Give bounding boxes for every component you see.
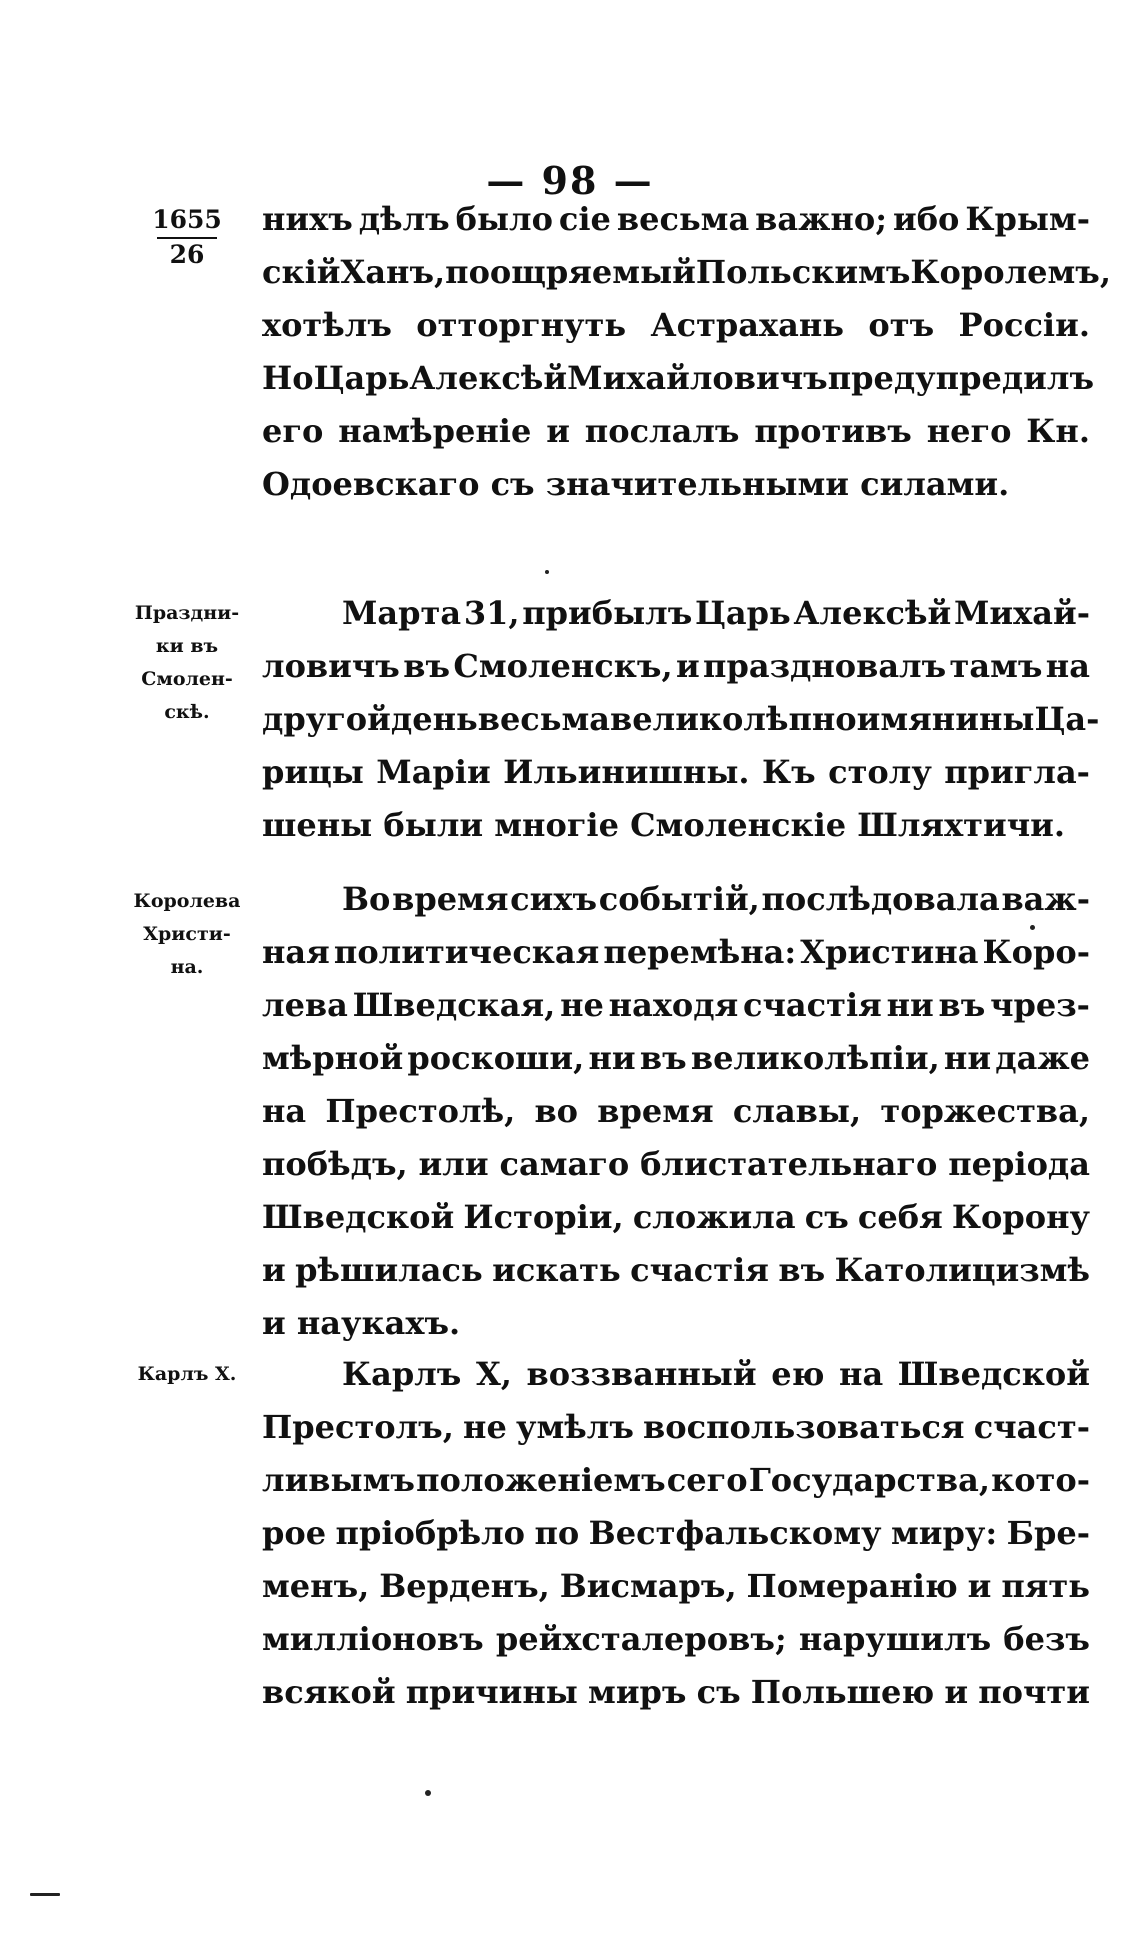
text-line	[262, 1032, 1090, 1085]
word: сложила	[632, 1198, 796, 1236]
margin-line: Карлъ X.	[137, 1363, 237, 1385]
word: лева	[262, 986, 348, 1024]
word: по	[534, 1514, 580, 1552]
word: Шведской	[262, 1198, 455, 1236]
margin-day: 26	[157, 237, 217, 271]
word: Шведской	[897, 1355, 1090, 1393]
word: Михайловичъ	[567, 359, 828, 397]
word: рѣшилась	[295, 1251, 483, 1289]
text-line	[262, 1560, 1090, 1613]
word: политическая	[333, 933, 600, 971]
word: и	[546, 412, 570, 450]
word: сего	[666, 1461, 748, 1499]
word: ни	[886, 986, 934, 1024]
word: столу	[828, 753, 932, 791]
word: безъ	[1003, 1620, 1090, 1658]
word: Кн.	[1026, 412, 1090, 450]
margin-line: Христи-	[143, 923, 231, 945]
text-line	[262, 873, 1090, 926]
word: имянины	[856, 700, 1035, 738]
word: важно;	[755, 200, 887, 238]
word: поощряемый	[445, 253, 696, 291]
word: и	[944, 1673, 969, 1711]
scan-speck	[545, 570, 549, 574]
page-number: — 98 —	[486, 158, 654, 203]
word: рицы	[262, 753, 364, 791]
word: день	[390, 700, 478, 738]
word: на	[839, 1355, 884, 1393]
word: весьма	[616, 200, 750, 238]
word: на	[262, 1092, 307, 1130]
word: пріобрѣло	[335, 1514, 525, 1552]
text-line: Одоевскаго съ значительными силами.	[262, 465, 1010, 503]
word: почти	[978, 1673, 1090, 1711]
word: предупредилъ	[827, 359, 1094, 397]
word: послалъ	[584, 412, 740, 450]
word: Христина	[800, 933, 979, 971]
word: Польшею	[750, 1673, 935, 1711]
paragraph-text	[262, 1348, 1090, 1719]
word: воззванный	[526, 1355, 757, 1393]
word: торжества,	[880, 1092, 1090, 1130]
word: ни	[588, 1039, 636, 1077]
word: тамъ	[949, 647, 1043, 685]
word: Но	[262, 359, 314, 397]
word: чрез-	[990, 986, 1090, 1024]
margin-line: скѣ.	[164, 701, 210, 723]
text-line	[262, 1191, 1090, 1244]
word: самаго	[499, 1145, 630, 1183]
word: Алексѣй	[793, 594, 952, 632]
word: Россіи.	[958, 306, 1090, 344]
word: находя	[608, 986, 739, 1024]
word: 31,	[463, 594, 520, 632]
paragraph-text	[262, 193, 1111, 511]
text-line	[262, 1613, 1090, 1666]
word: причины	[405, 1673, 578, 1711]
text-line	[262, 193, 1090, 246]
word: миръ	[588, 1673, 687, 1711]
word: на	[1045, 647, 1090, 685]
word: не	[560, 986, 604, 1024]
word: Царь	[694, 594, 791, 632]
paragraph-text	[262, 587, 1100, 852]
word: Смоленскъ,	[453, 647, 673, 685]
word: X,	[475, 1355, 512, 1393]
word: въ	[639, 1039, 687, 1077]
word: счастія	[630, 1251, 769, 1289]
word: кото-	[991, 1461, 1090, 1499]
word: другой	[262, 700, 391, 738]
word: Верденъ,	[379, 1567, 550, 1605]
word: хотѣлъ	[262, 306, 392, 344]
margin-note-christina	[112, 885, 262, 984]
text-line	[262, 1454, 1090, 1507]
text-line	[262, 640, 1090, 693]
text-line	[262, 926, 1090, 979]
word: миру:	[890, 1514, 998, 1552]
text-line	[262, 1085, 1090, 1138]
word: счастія	[743, 986, 882, 1024]
text-line	[262, 1138, 1090, 1191]
word: Королемъ,	[910, 253, 1111, 291]
word: его	[262, 412, 324, 450]
word: нихъ	[262, 200, 353, 238]
word: Карлъ	[342, 1355, 462, 1393]
word: въ	[778, 1251, 826, 1289]
word: сіе	[558, 200, 611, 238]
word: Шведская,	[352, 986, 556, 1024]
word: сихъ	[510, 880, 598, 918]
text-line: и наукахъ.	[262, 1304, 461, 1342]
text-line	[262, 1401, 1090, 1454]
word: было	[455, 200, 553, 238]
word: нарушилъ	[798, 1620, 992, 1658]
word: Католицизмѣ	[834, 1251, 1090, 1289]
word: ловичъ	[262, 647, 400, 685]
word: прибылъ	[522, 594, 693, 632]
word: рейхсталеровъ;	[495, 1620, 787, 1658]
word: и	[262, 1251, 286, 1289]
word: время	[597, 1092, 714, 1130]
word: Престолъ,	[262, 1408, 454, 1446]
word: перемѣна:	[603, 933, 797, 971]
margin-note-year	[112, 203, 262, 271]
word: не	[463, 1408, 507, 1446]
text-line	[262, 1507, 1090, 1560]
word: праздновалъ	[703, 647, 947, 685]
word: Престолѣ,	[325, 1092, 516, 1130]
word: періода	[948, 1145, 1090, 1183]
paragraph-text	[262, 873, 1090, 1350]
word: Ца-	[1034, 700, 1100, 738]
word: искать	[492, 1251, 621, 1289]
word: важ-	[1001, 880, 1090, 918]
word: Крым-	[965, 200, 1090, 238]
word: событій,	[598, 880, 760, 918]
word: Марта	[342, 594, 462, 632]
text-line	[262, 352, 1094, 405]
word: Исторіи,	[463, 1198, 624, 1236]
word: Алексѣй	[409, 359, 568, 397]
word: во	[534, 1092, 579, 1130]
word: и	[967, 1567, 992, 1605]
margin-year: 1655	[152, 205, 222, 234]
margin-line: ки въ	[155, 635, 219, 657]
word: скій	[262, 253, 341, 291]
word: великолѣпіи,	[690, 1039, 940, 1077]
word: менъ,	[262, 1567, 370, 1605]
word: мѣрной	[262, 1039, 404, 1077]
word: съ	[804, 1198, 849, 1236]
word: отъ	[868, 306, 935, 344]
word: съ	[696, 1673, 741, 1711]
word: Бре-	[1006, 1514, 1090, 1552]
margin-line: на.	[170, 956, 204, 978]
word: счаст-	[973, 1408, 1090, 1446]
word: Польскимъ	[695, 253, 911, 291]
text-line: шены были многіе Смоленскіе Шляхтичи.	[262, 806, 1065, 844]
text-line	[262, 1666, 1090, 1719]
margin-note-charles	[112, 1358, 262, 1391]
word: отторгнуть	[416, 306, 627, 344]
word: Къ	[762, 753, 816, 791]
word: въ	[403, 647, 450, 685]
word: противъ	[754, 412, 912, 450]
word: или	[418, 1145, 489, 1183]
text-line	[262, 1348, 1090, 1401]
word: время	[392, 880, 509, 918]
word: ная	[262, 933, 330, 971]
word: пять	[1001, 1567, 1090, 1605]
word: милліоновъ	[262, 1620, 484, 1658]
word: въ	[938, 986, 986, 1024]
word: рое	[262, 1514, 327, 1552]
text-line	[262, 979, 1090, 1032]
word: Астрахань	[650, 306, 844, 344]
text-line	[262, 299, 1090, 352]
word: всякой	[262, 1673, 396, 1711]
word: послѣдовала	[761, 880, 1000, 918]
word: Ханъ,	[340, 253, 446, 291]
text-line	[262, 693, 1100, 746]
word: Государства,	[748, 1461, 990, 1499]
margin-note-holidays	[112, 597, 262, 729]
word: даже	[995, 1039, 1090, 1077]
word: весьма	[477, 700, 611, 738]
word: Царь	[313, 359, 410, 397]
margin-line: Праздни-	[134, 602, 240, 624]
text-line	[262, 587, 1090, 640]
word: ни	[943, 1039, 992, 1077]
word: Михай-	[953, 594, 1090, 632]
word: блистательнаго	[640, 1145, 938, 1183]
word: Корону	[951, 1198, 1090, 1236]
word: ливымъ	[262, 1461, 415, 1499]
word: ибо	[892, 200, 960, 238]
text-line	[262, 405, 1090, 458]
scan-speck	[1030, 925, 1035, 930]
text-line	[262, 1244, 1090, 1297]
word: Во	[342, 880, 391, 918]
word: воспользоваться	[643, 1408, 965, 1446]
word: дѣлъ	[358, 200, 450, 238]
word: ею	[771, 1355, 825, 1393]
word: Ильинишны.	[503, 753, 750, 791]
text-line	[262, 746, 1090, 799]
scan-speck	[30, 1893, 60, 1896]
word: Вестфальскому	[588, 1514, 882, 1552]
word: славы,	[732, 1092, 862, 1130]
word: него	[926, 412, 1012, 450]
word: себя	[857, 1198, 943, 1236]
word: Померанію	[746, 1567, 958, 1605]
word: и	[675, 647, 700, 685]
word: положеніемъ	[416, 1461, 666, 1499]
word: роскоши,	[407, 1039, 585, 1077]
word: Висмаръ,	[559, 1567, 737, 1605]
text-line	[262, 246, 1111, 299]
word: Коро-	[982, 933, 1090, 971]
word: умѣлъ	[515, 1408, 634, 1446]
margin-line: Королева	[133, 890, 241, 912]
word: намѣреніе	[338, 412, 532, 450]
word: пригла-	[944, 753, 1090, 791]
margin-line: Смолен-	[141, 668, 233, 690]
word: великолѣпно	[610, 700, 857, 738]
word: побѣдъ,	[262, 1145, 408, 1183]
scan-speck	[425, 1790, 431, 1796]
word: Маріи	[376, 753, 491, 791]
